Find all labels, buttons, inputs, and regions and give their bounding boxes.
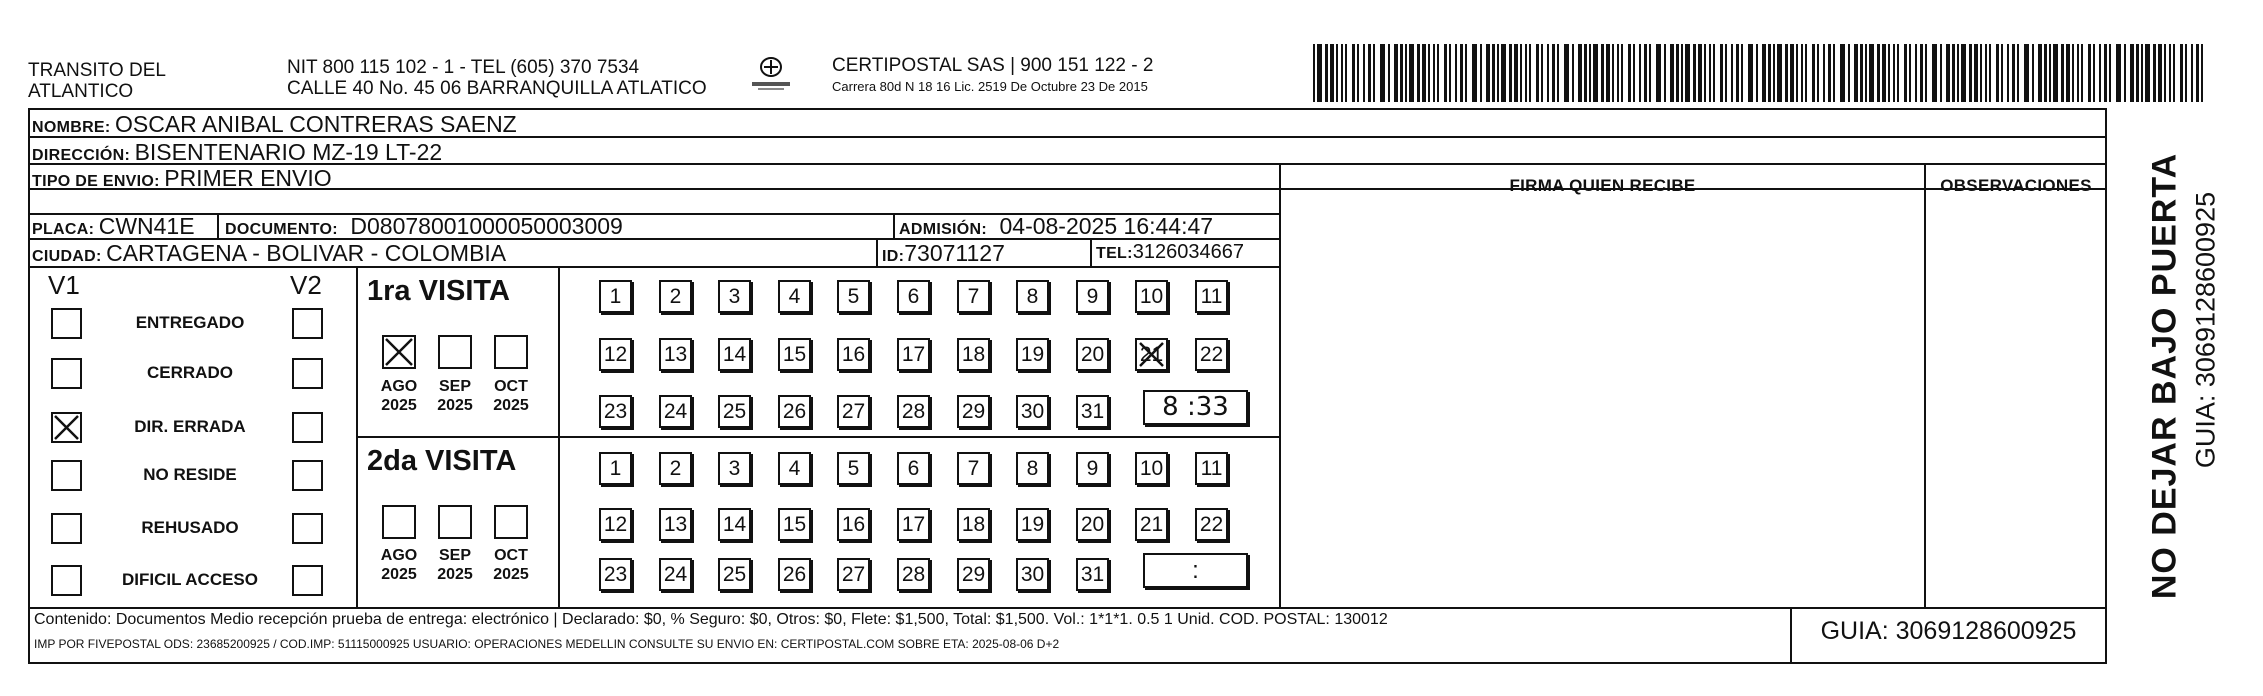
direccion-value: BISENTENARIO MZ-19 LT-22 — [134, 139, 443, 165]
nombre-row — [32, 111, 517, 138]
barcode — [1313, 44, 2213, 102]
day-box[interactable]: 1 — [599, 452, 632, 485]
day-box[interactable]: 7 — [957, 280, 990, 313]
carrier-line: CERTIPOSTAL SAS | 900 151 122 - 2 — [832, 55, 1154, 76]
year-label: 2025 — [381, 566, 417, 583]
month-label: SEP — [438, 547, 471, 564]
day-box[interactable]: 26 — [778, 395, 811, 428]
day-box[interactable]: 21 — [1135, 508, 1168, 541]
day-box[interactable]: 17 — [897, 508, 930, 541]
day-box[interactable]: 25 — [718, 395, 751, 428]
day-box[interactable]: 11 — [1195, 280, 1228, 313]
year-label: 2025 — [493, 397, 529, 414]
day-box[interactable]: 13 — [659, 508, 692, 541]
status-label: NO RESIDE — [143, 465, 237, 484]
rule-id — [876, 238, 878, 266]
id-value: 73071127 — [904, 240, 1005, 266]
tipo-label: TIPO DE ENVIO: — [32, 173, 160, 190]
day-box[interactable]: 8 — [1016, 280, 1049, 313]
day-box[interactable]: 5 — [837, 280, 870, 313]
day-box[interactable]: 31 — [1076, 558, 1109, 591]
v2-label: V2 — [290, 270, 322, 300]
admision-label: ADMISIÓN: — [899, 221, 988, 238]
rule-obs-left — [1924, 163, 1926, 608]
year-label: 2025 — [437, 566, 473, 583]
year-label: 2025 — [437, 397, 473, 414]
tel-value: 3126034667 — [1132, 241, 1244, 263]
rule-left — [28, 108, 30, 664]
tipo-row — [32, 165, 332, 192]
day-box[interactable]: 20 — [1076, 338, 1109, 371]
status-v2-checkbox[interactable] — [292, 308, 323, 339]
day-box[interactable]: 6 — [897, 280, 930, 313]
address-line: CALLE 40 No. 45 06 BARRANQUILLA ATLATICO — [287, 78, 707, 99]
day-box[interactable]: 23 — [599, 395, 632, 428]
status-label: DIR. ERRADA — [134, 417, 246, 436]
year-label: 2025 — [381, 397, 417, 414]
month-label: OCT — [494, 378, 528, 395]
day-box[interactable]: 2 — [659, 452, 692, 485]
tipo-value: PRIMER ENVIO — [164, 165, 332, 191]
org-line-1: TRANSITO DEL — [28, 60, 166, 81]
status-check-mark — [53, 414, 80, 441]
day-box[interactable]: 24 — [659, 395, 692, 428]
day-box[interactable]: 8 — [1016, 452, 1049, 485]
day-box[interactable]: 22 — [1195, 338, 1228, 371]
day-box[interactable]: 21 — [1135, 338, 1168, 371]
day-box[interactable]: 9 — [1076, 280, 1109, 313]
second-visit-title: 2da VISITA — [367, 445, 517, 477]
day-box[interactable]: 12 — [599, 508, 632, 541]
ciudad-label: CIUDAD: — [32, 248, 102, 265]
rule-firma-left — [1279, 163, 1281, 608]
status-label: CERRADO — [147, 363, 233, 382]
day-box[interactable]: 25 — [718, 558, 751, 591]
direccion-row — [32, 139, 442, 166]
day-box[interactable]: 26 — [778, 558, 811, 591]
carrier-sub: Carrera 80d N 18 16 Lic. 2519 De Octubre 23 De 2015 — [832, 79, 1148, 94]
month-checkbox[interactable] — [494, 335, 528, 369]
status-label: ENTREGADO — [135, 313, 245, 332]
status-v1-checkbox[interactable] — [51, 513, 82, 544]
day-box[interactable]: 28 — [897, 395, 930, 428]
day-box[interactable]: 2 — [659, 280, 692, 313]
status-v2-checkbox[interactable] — [292, 460, 323, 491]
rule-placa — [217, 213, 219, 238]
rule-bottom — [28, 662, 2107, 664]
side-notice: NO DEJAR BAJO PUERTA — [2145, 152, 2184, 600]
month-label: AGO — [380, 378, 418, 395]
rule-admision — [893, 213, 895, 238]
day-box[interactable]: 10 — [1135, 452, 1168, 485]
first-visit-title: 1ra VISITA — [367, 275, 510, 307]
rule-top — [28, 108, 2107, 110]
placa-value: CWN41E — [98, 213, 195, 239]
day-box[interactable]: 11 — [1195, 452, 1228, 485]
observaciones-label: OBSERVACIONES — [1940, 176, 2092, 195]
documento-label: DOCUMENTO: — [225, 221, 338, 238]
day-box[interactable]: 19 — [1016, 338, 1049, 371]
day-box[interactable]: 24 — [659, 558, 692, 591]
status-v1-checkbox[interactable] — [51, 308, 82, 339]
org-line-2: ATLANTICO — [28, 81, 134, 102]
day-box[interactable]: 4 — [778, 452, 811, 485]
placa-label: PLACA: — [32, 221, 95, 238]
month-checkbox[interactable] — [382, 505, 416, 539]
month-check-mark — [384, 337, 414, 367]
rule-tel — [1090, 238, 1092, 266]
day-box[interactable]: 22 — [1195, 508, 1228, 541]
month-label: SEP — [438, 378, 471, 395]
day-box[interactable]: 3 — [718, 452, 751, 485]
day-box[interactable]: 12 — [599, 338, 632, 371]
day-box[interactable]: 29 — [957, 395, 990, 428]
rule-footer — [28, 607, 2107, 609]
placa-row — [32, 213, 195, 240]
tel-row — [1096, 241, 1244, 264]
day-box[interactable]: 27 — [837, 558, 870, 591]
day-box[interactable]: 3 — [718, 280, 751, 313]
year-label: 2025 — [493, 566, 529, 583]
status-v2-checkbox[interactable] — [292, 358, 323, 389]
documento-value: D08078001000050003009 — [350, 213, 623, 239]
day-box[interactable]: 4 — [778, 280, 811, 313]
month-label: AGO — [380, 547, 418, 564]
status-v1-checkbox[interactable] — [51, 358, 82, 389]
day-box[interactable]: 19 — [1016, 508, 1049, 541]
day-box[interactable]: 16 — [837, 338, 870, 371]
nombre-value: OSCAR ANIBAL CONTRERAS SAENZ — [115, 111, 517, 137]
rule-visit-mid — [356, 436, 1280, 438]
status-v2-checkbox[interactable] — [292, 513, 323, 544]
day-box[interactable]: 29 — [957, 558, 990, 591]
status-label: DIFICIL ACCESO — [121, 570, 258, 589]
day-box[interactable]: 27 — [837, 395, 870, 428]
footer-guia: GUIA: 3069128600925 — [1820, 617, 2077, 645]
status-v1-checkbox[interactable] — [51, 565, 82, 596]
status-v2-checkbox[interactable] — [292, 412, 323, 443]
day-box[interactable]: 15 — [778, 338, 811, 371]
day-box[interactable]: 13 — [659, 338, 692, 371]
day-box[interactable]: 10 — [1135, 280, 1168, 313]
day-box[interactable]: 17 — [897, 338, 930, 371]
status-v2-checkbox[interactable] — [292, 565, 323, 596]
month-checkbox[interactable] — [438, 335, 472, 369]
ciudad-value: CARTAGENA - BOLIVAR - COLOMBIA — [106, 240, 507, 266]
day-box[interactable]: 1 — [599, 280, 632, 313]
v1-label: V1 — [48, 270, 80, 300]
status-v1-checkbox[interactable] — [51, 460, 82, 491]
day-box[interactable]: 14 — [718, 508, 751, 541]
nit-line: NIT 800 115 102 - 1 - TEL (605) 370 7534 — [287, 57, 640, 78]
footer-contenido: Contenido: Documentos Medio recepción prueba de entrega: electrónico | Declarado: $0, % Seguro: $0, Otros: $0, Flete: $1,500, Total: $1,500. Vol.: 1*1*1. 0.5 1 Unid. COD. POSTAL: 130012 — [34, 611, 1388, 628]
footer-imp: IMP POR FIVEPOSTAL ODS: 23685200925 / COD.IMP: 51115000925 USUARIO: OPERACIONES MEDELLIN CONSULTE SU ENVIO EN: CERTIPOSTAL.COM SOBRE ETA: 2025-08-06 D+2 — [34, 637, 1060, 651]
status-label: REHUSADO — [141, 518, 239, 537]
id-label: ID: — [882, 248, 905, 265]
documento-row — [225, 213, 623, 240]
ciudad-row — [32, 240, 506, 267]
second-visit-time[interactable]: : — [1143, 553, 1248, 588]
day-box[interactable]: 23 — [599, 558, 632, 591]
nombre-label: NOMBRE: — [32, 119, 111, 136]
admision-value: 04-08-2025 16:44:47 — [999, 213, 1214, 239]
day-box[interactable]: 31 — [1076, 395, 1109, 428]
firma-label: FIRMA QUIEN RECIBE — [1509, 176, 1696, 195]
month-checkbox[interactable] — [494, 505, 528, 539]
org-contact — [287, 57, 707, 99]
tel-label: TEL: — [1096, 245, 1133, 262]
admision-row — [899, 213, 1213, 240]
side-guia: GUIA: 3069128600925 — [2190, 191, 2221, 469]
day-box[interactable]: 28 — [897, 558, 930, 591]
id-row — [882, 240, 1005, 267]
carrier-logo — [748, 54, 794, 94]
day-box[interactable]: 30 — [1016, 395, 1049, 428]
day-box[interactable]: 6 — [897, 452, 930, 485]
day-box[interactable]: 9 — [1076, 452, 1109, 485]
day-box[interactable]: 30 — [1016, 558, 1049, 591]
month-checkbox[interactable] — [438, 505, 472, 539]
day-check-mark — [1138, 341, 1165, 368]
month-label: OCT — [494, 547, 528, 564]
day-box[interactable]: 14 — [718, 338, 751, 371]
day-box[interactable]: 20 — [1076, 508, 1109, 541]
day-box[interactable]: 18 — [957, 508, 990, 541]
org-name — [28, 60, 166, 102]
day-box[interactable]: 5 — [837, 452, 870, 485]
direccion-label: DIRECCIÓN: — [32, 147, 131, 164]
first-visit-time[interactable]: 8 :33 — [1143, 390, 1248, 425]
day-box[interactable]: 16 — [837, 508, 870, 541]
day-box[interactable]: 18 — [957, 338, 990, 371]
day-box[interactable]: 15 — [778, 508, 811, 541]
day-box[interactable]: 7 — [957, 452, 990, 485]
